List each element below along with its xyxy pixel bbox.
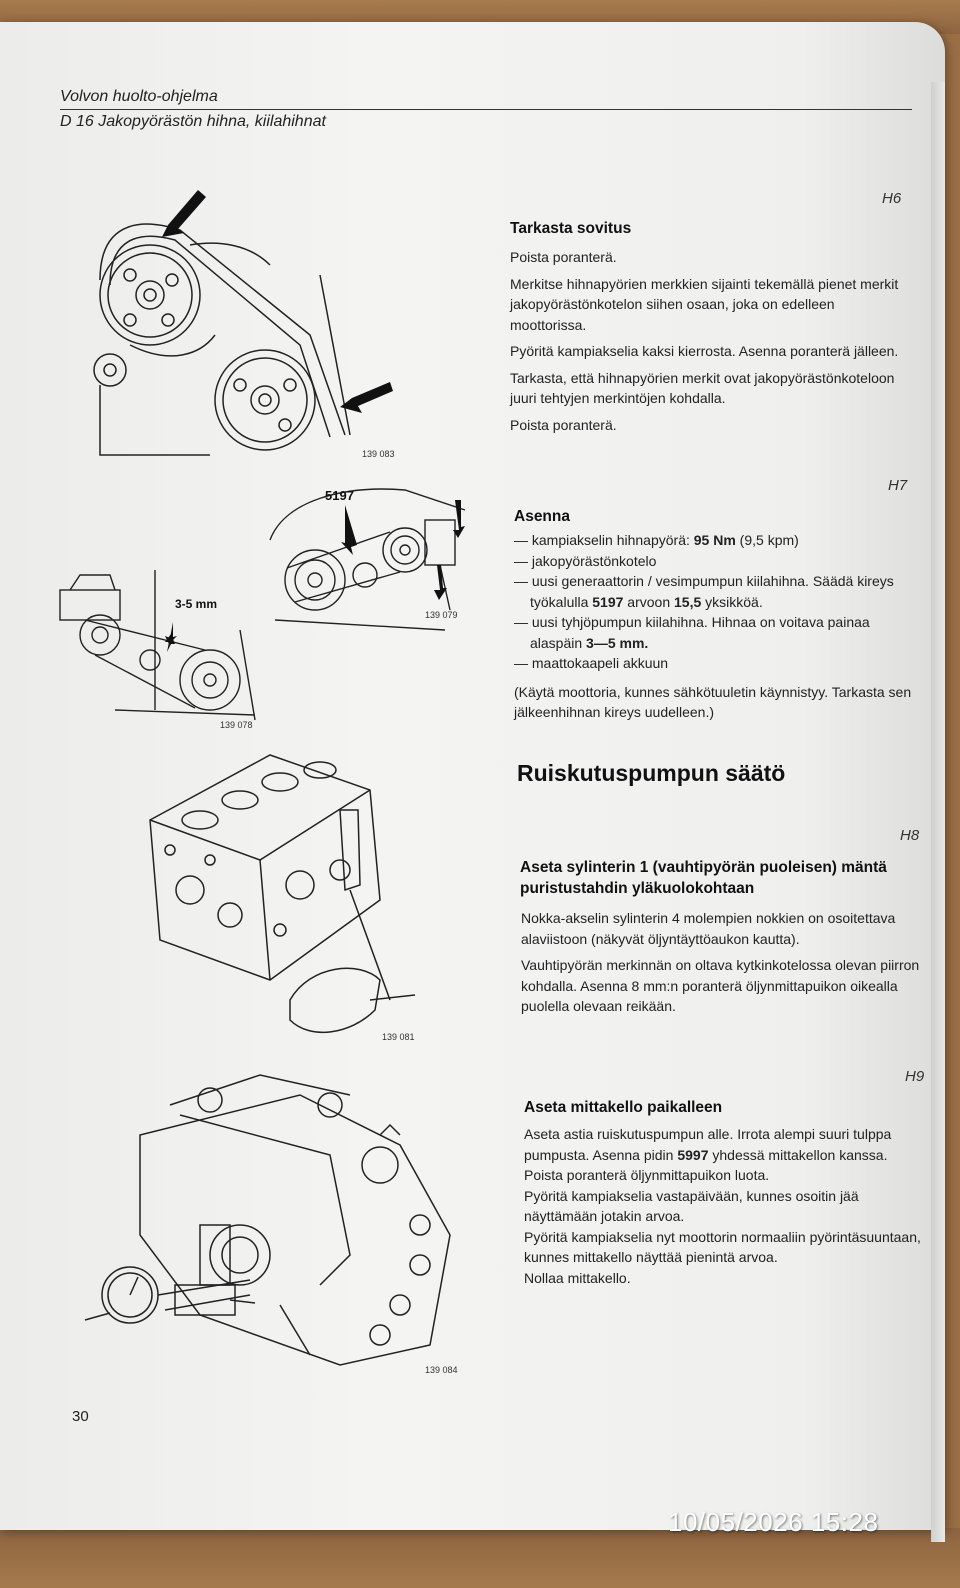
figure-number: 139 081 (382, 1032, 415, 1042)
section-header: D 16 Jakopyörästön hihna, kiilahihnat (60, 113, 326, 130)
paragraph: Poista poranterä. (510, 249, 617, 265)
note: (Käytä moottoria, kunnes sähkötuuletin käynnistyy. Tarkasta sen jälkeenhihnan kireys uudelleen.) (514, 683, 912, 720)
list-item: — uusi tyhjöpumpun kiilahihna. Hihnaa on voitava painaa alaspäin 3—5 mm. (514, 614, 870, 651)
section-code-h6: H6 (882, 190, 902, 207)
timing-belt-illustration (90, 185, 410, 460)
list-item: — uusi generaattorin / vesimpumpun kiilahihna. Säädä kireys työkalulla 5197 arvoon 15,5 yksikköä. (514, 573, 894, 610)
paragraph: Nollaa mittakello. (524, 1269, 631, 1286)
measurement-label: 3-5 mm (175, 597, 218, 611)
list-item: — kampiakselin hihnapyörä: 95 Nm (9,5 kpm) (514, 532, 799, 548)
main-heading: Ruiskutuspumpun säätö (517, 760, 786, 786)
list-item: — maattokaapeli akkuun (514, 655, 669, 671)
section-title-h9: Aseta mittakello paikalleen (524, 1099, 723, 1116)
section-body-h6 (510, 247, 908, 441)
figure-number: 139 078 (220, 720, 253, 730)
paragraph: Poista poranterä öljynmittapuikon luota. (524, 1167, 770, 1183)
list-item: — jakopyörästönkotelo (514, 552, 657, 569)
tool-label: 5197 (325, 488, 354, 503)
section-body-h9 (524, 1124, 929, 1288)
paragraph: Merkitse hihnapyörien merkkien sijainti tekemällä pienet merkit jakopyörästönkotelon siihen osaan, joka on edelleen moottorissa. (510, 275, 899, 333)
section-code-h9: H9 (905, 1068, 925, 1085)
figure-number: 139 083 (362, 449, 395, 459)
install-list (514, 530, 916, 674)
engine-block-illustration (130, 750, 430, 1050)
running-header: Volvon huolto-ohjelma (60, 88, 218, 105)
section-code-h8: H8 (900, 827, 920, 844)
section-body-h7 (514, 530, 916, 729)
figure-number: 139 084 (425, 1365, 458, 1375)
paragraph: Pyöritä kampiakselia kaksi kierrosta. Asenna poranterä jälleen. (510, 343, 899, 359)
paragraph: Poista poranterä. (510, 416, 617, 433)
section-title-h6: Tarkasta sovitus (510, 220, 632, 237)
vacuum-pump-belt-illustration (55, 570, 270, 735)
figure-number: 139 079 (425, 610, 458, 620)
paragraph: Pyöritä kampiakselia nyt moottorin normaaliin pyörintäsuuntaan, kunnes mittakello näyttää pienintä arvoa. (524, 1228, 921, 1265)
section-code-h7: H7 (888, 477, 908, 494)
section-title-h7: Asenna (514, 508, 570, 525)
paragraph: Aseta astia ruiskutuspumpun alle. Irrota alempi suuri tulppa pumpusta. Asenna pidin 5997 yhdessä mittakellon kanssa. (524, 1126, 892, 1163)
paragraph: Nokka-akselin sylinterin 4 molempien nokkien on osoitettava alaviistoon (näkyvät öljyntäyttöaukon kautta). (521, 910, 896, 947)
paragraph: Pyöritä kampiakselia vastapäivään, kunnes osoitin jää näyttämään jotakin arvoa. (524, 1187, 859, 1224)
header-rule (60, 109, 912, 110)
injection-pump-illustration (80, 1055, 475, 1385)
paragraph: Vauhtipyörän merkinnän on oltava kytkinkotelossa olevan piirron kohdalla. Asenna 8 mm:n poranterä öljynmittapuikon oikealla puolella olevaan reikään. (521, 957, 920, 1014)
photo-timestamp: 10/05/2026 15:28 (668, 1507, 879, 1537)
alternator-belt-illustration (265, 480, 475, 640)
page-number: 30 (72, 1408, 89, 1425)
section-title-h8: Aseta sylinterin 1 (vauhtipyörän puoleisen) mäntä puristustahdin yläkuolokohtaan (520, 859, 887, 897)
paragraph: Tarkasta, että hihnapyörien merkit ovat jakopyörästönkoteloon juuri tehtyjen merkintöjen kohdalla. (510, 369, 895, 406)
page-edge (931, 82, 945, 1542)
section-body-h8 (521, 908, 921, 1023)
